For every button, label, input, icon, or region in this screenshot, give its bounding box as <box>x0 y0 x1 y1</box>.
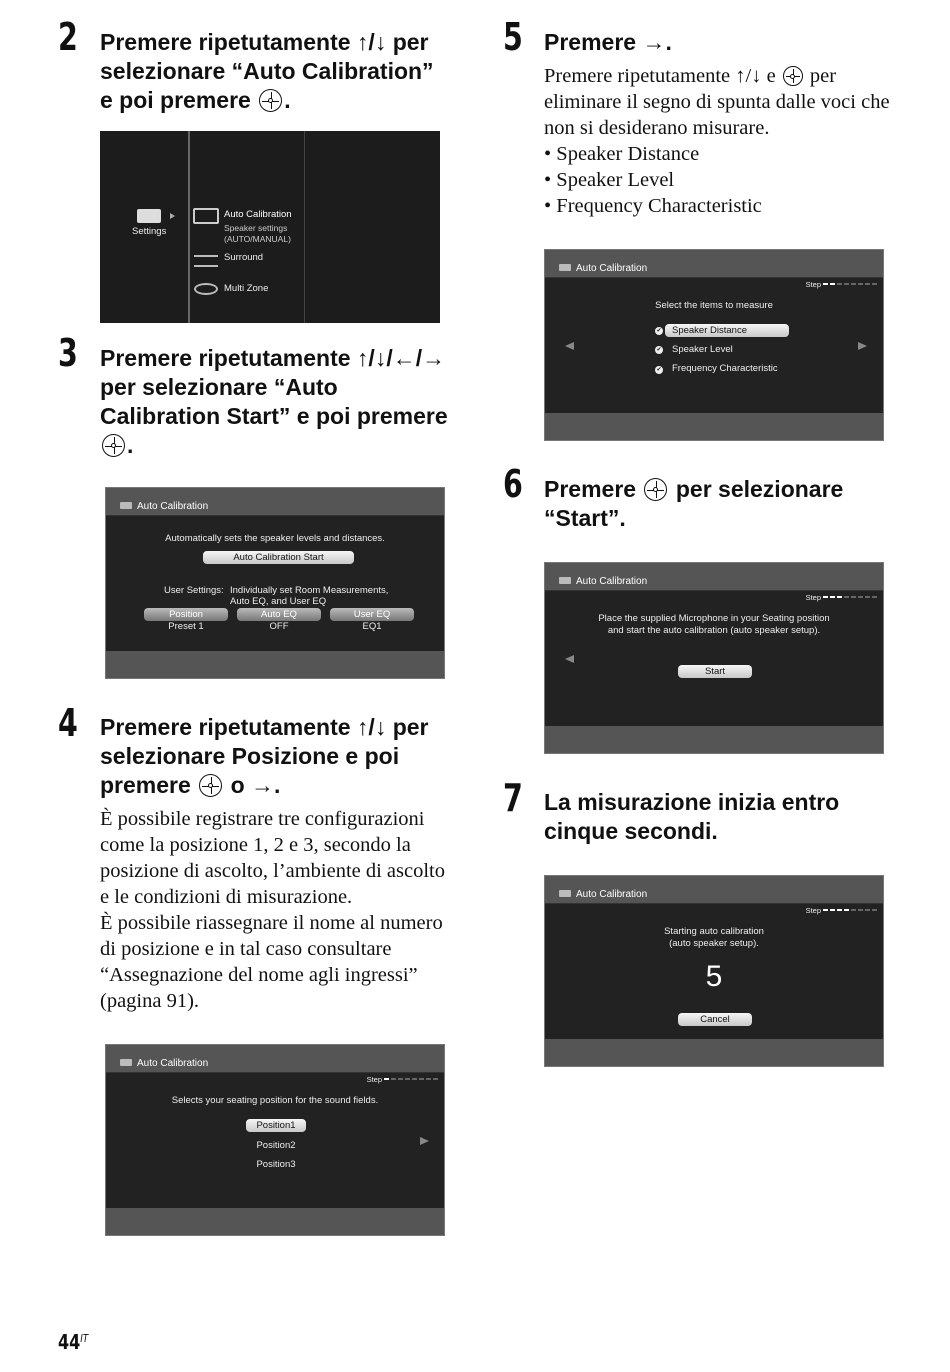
arrow-right-icon[interactable] <box>858 342 867 350</box>
step-heading: Premere ripetutamente ↑/↓ per selezionare Posizione e poi premere o →. <box>100 714 429 798</box>
multi-zone-icon <box>194 283 218 295</box>
step-number: 7 <box>503 776 523 820</box>
frequency-characteristic-option[interactable]: Frequency Characteristic <box>672 363 778 374</box>
cancel-button[interactable]: Cancel <box>678 1013 752 1026</box>
auto-calibration-start-button[interactable]: Auto Calibration Start <box>203 551 354 564</box>
step-heading: Premere ripetutamente ↑/↓ per selezionare “Auto Calibration” e poi premere . <box>100 29 434 113</box>
page-number: $44^{IT}$ <box>58 1330 89 1354</box>
enter-button-icon <box>199 774 222 797</box>
start-calibration-screen: Auto Calibration Step Place the supplied Microphone in your Seating position and start the auto calibration (auto speaker setup). Start <box>544 562 884 754</box>
enter-button-icon <box>783 66 803 86</box>
toolbox-icon <box>120 1059 132 1066</box>
start-button[interactable]: Start <box>678 665 752 678</box>
measure-items-screen: Auto Calibration Step Select the items to measure ✔ Speaker Distance ✔ Speaker Level ✔ Frequency Characteristic <box>544 249 884 441</box>
step-indicator: Step <box>806 906 877 915</box>
step-number: 2 <box>58 15 78 59</box>
countdown-screen: Auto Calibration Step Starting auto calibration (auto speaker setup). 5 Cancel <box>544 875 884 1067</box>
step-indicator: Step <box>367 1075 438 1084</box>
step-number: 4 <box>58 701 78 745</box>
position1-option[interactable]: Position1 <box>246 1119 306 1132</box>
menu-item-auto-calibration[interactable]: Auto Calibration <box>224 209 292 220</box>
arrow-left-icon[interactable] <box>565 655 574 663</box>
user-eq-button[interactable]: User EQ <box>330 608 414 621</box>
step-heading: Premere per selezionare “Start”. <box>544 476 844 531</box>
step-heading: La misurazione inizia entro cinque secondi. <box>544 789 840 844</box>
position-select-screen: Auto Calibration Step Selects your seating position for the sound fields. Position1 Position2 Position3 <box>105 1044 445 1236</box>
check-icon[interactable]: ✔ <box>656 347 662 353</box>
arrow-right-icon[interactable] <box>420 1137 429 1145</box>
step-heading: Premere ripetutamente ↑/↓/←/→ per selezionare “Auto Calibration Start” e poi premere . <box>100 345 448 458</box>
enter-button-icon <box>644 478 667 501</box>
step-number: 6 <box>503 462 523 506</box>
auto-calibration-screen: Auto Calibration Automatically sets the speaker levels and distances. Auto Calibration Start User Settings: Individually set Room Measurements, Auto EQ, and User EQ Position Preset 1 Auto EQ OFF User EQ EQ1 <box>105 487 445 679</box>
toolbox-icon <box>559 890 571 897</box>
toolbox-icon <box>120 502 132 509</box>
step-number: 5 <box>503 15 523 59</box>
step-body: È possibile registrare tre configurazioni come la posizione 1, 2 e 3, secondo la posizione di ascolto, l’ambiente di ascolto e le condizioni di misurazione. È possibile riassegnare il nome al numero di posizione e in tal caso consultare “Assegnazione del nome agli ingressi” (pagina 91). <box>100 808 445 1012</box>
step-indicator: Step <box>806 280 877 289</box>
position3-option[interactable]: Position3 <box>256 1159 296 1170</box>
position2-option[interactable]: Position2 <box>256 1140 296 1151</box>
menu-item-surround[interactable]: Surround <box>224 252 264 263</box>
countdown-number: 5 <box>705 960 723 993</box>
settings-label: Settings <box>132 226 167 237</box>
arrow-left-icon[interactable] <box>565 342 574 350</box>
check-icon[interactable]: ✔ <box>656 328 662 334</box>
step-body: Premere ripetutamente ↑/↓ e per eliminare il segno di spunta dalle voci che non si desiderano misurare. • Speaker Distance • Speaker Level • Frequency Characteristic <box>544 65 890 217</box>
enter-button-icon <box>259 89 282 112</box>
step-indicator: Step <box>806 593 877 602</box>
auto-eq-button[interactable]: Auto EQ <box>237 608 321 621</box>
settings-menu-screen: Settings Auto Calibration Speaker settings (AUTO/MANUAL) Surround Multi Zone <box>100 131 440 323</box>
position-button[interactable]: Position <box>144 608 228 621</box>
toolbox-icon <box>559 577 571 584</box>
check-icon[interactable]: ✔ <box>656 367 662 373</box>
menu-item-multi-zone[interactable]: Multi Zone <box>224 283 269 294</box>
step-number: 3 <box>58 331 78 375</box>
step-heading: Premere →. <box>544 29 672 55</box>
speaker-level-option[interactable]: Speaker Level <box>672 344 733 355</box>
toolbox-icon <box>559 264 571 271</box>
toolbox-icon <box>137 209 161 223</box>
speaker-icon <box>193 208 219 224</box>
speaker-distance-option[interactable]: Speaker Distance <box>665 324 789 337</box>
chevron-right-icon <box>170 213 175 219</box>
surround-icon <box>194 255 218 267</box>
enter-button-icon <box>102 434 125 457</box>
